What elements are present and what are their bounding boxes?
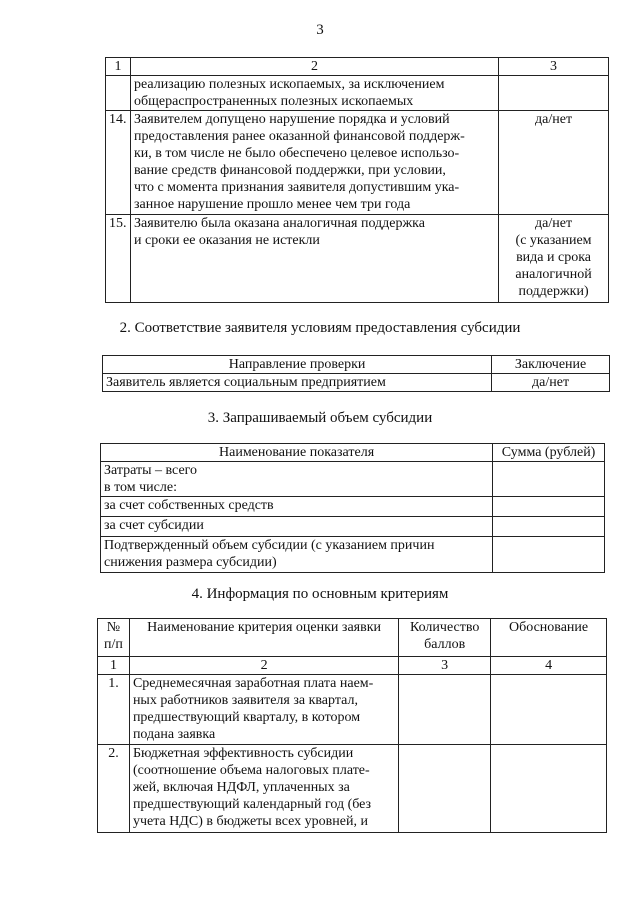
justification-cell xyxy=(491,675,607,745)
table-row xyxy=(106,76,609,111)
amount-cell xyxy=(493,537,605,573)
row-value: да/нет xyxy=(492,374,610,392)
table-row xyxy=(103,374,610,392)
row-number: 2. xyxy=(98,745,130,833)
applicant-compliance-table xyxy=(102,355,610,392)
table-row xyxy=(98,675,607,745)
section-3-title: 3. Запрашиваемый объем субсидии xyxy=(207,410,433,426)
col-header: 1 xyxy=(106,58,131,76)
justification-cell xyxy=(491,745,607,833)
amount-cell xyxy=(493,517,605,537)
score-cell xyxy=(399,675,491,745)
row-text: Заявитель является социальным предприятием xyxy=(103,374,492,392)
col-header: Количество баллов xyxy=(409,620,480,652)
row-text: за счет собственных средств xyxy=(104,498,274,513)
row-number: 14. xyxy=(106,111,131,215)
table-header-row xyxy=(98,619,607,657)
row-text: Бюджетная эффективность субсидии (соотношение объема налоговых плате- жей, включая НДФЛ, уплаченных за предшествующий календарный год (без учета НДС) в бюджеты всех уровней, и xyxy=(132,746,372,829)
page-number: 3 xyxy=(316,22,324,38)
col-header: 3 xyxy=(499,58,609,76)
table-row xyxy=(98,745,607,833)
row-text: Заявителем допущено нарушение порядка и условий предоставления ранее оказанной финансовой поддерж- ки, в том числе не было обеспечено целевое использо- вание средств финансовой поддержки, при условии, что с момента признания заявителя допустившим ука- занное нарушение прошло менее чем три года xyxy=(133,112,465,212)
col-header: Наименование показателя xyxy=(101,444,493,462)
criteria-table-continued xyxy=(105,57,609,303)
row-value: да/нет xyxy=(535,112,573,127)
main-criteria-table xyxy=(97,618,607,833)
row-text: за счет субсидии xyxy=(104,518,204,533)
col-header: Сумма (рублей) xyxy=(493,444,605,462)
table-row xyxy=(106,111,609,215)
col-number: 3 xyxy=(399,657,491,675)
col-number: 4 xyxy=(491,657,607,675)
column-number-row xyxy=(98,657,607,675)
section-2-title: 2. Соответствие заявителя условиям предоставления субсидии xyxy=(119,320,521,336)
row-text: реализацию полезных ископаемых, за исключением общераспространенных полезных ископаемых xyxy=(133,77,445,109)
col-header: 2 xyxy=(130,58,498,76)
table-row xyxy=(101,537,605,573)
table-row xyxy=(101,517,605,537)
table-header-row xyxy=(106,58,609,76)
section-4-title: 4. Информация по основным критериям xyxy=(191,586,449,602)
amount-cell xyxy=(493,497,605,517)
row-text: Заявителю была оказана аналогичная поддержка и сроки ее оказания не истекли xyxy=(133,216,425,248)
col-header: № п/п xyxy=(104,620,123,652)
requested-subsidy-table xyxy=(100,443,605,573)
row-number xyxy=(106,76,131,111)
col-header: Заключение xyxy=(492,356,610,374)
col-header: Направление проверки xyxy=(103,356,492,374)
table-header-row xyxy=(103,356,610,374)
row-number: 15. xyxy=(106,215,131,303)
row-text: Среднемесячная заработная плата наем- ных работников заявителя за квартал, предшествующий кварталу, в котором подана заявка xyxy=(132,676,374,742)
table-row xyxy=(101,497,605,517)
col-header: Наименование критерия оценки заявки xyxy=(147,620,381,635)
row-text: Затраты – всего в том числе: xyxy=(104,463,198,495)
col-header: Обоснование xyxy=(508,620,589,635)
col-number: 2 xyxy=(129,657,398,675)
row-number: 1. xyxy=(98,675,130,745)
table-row xyxy=(101,462,605,497)
table-row xyxy=(106,215,609,303)
row-value: да/нет (с указанием вида и срока аналогичной поддержки) xyxy=(515,216,592,299)
score-cell xyxy=(399,745,491,833)
row-text: Подтвержденный объем субсидии (с указанием причин снижения размера субсидии) xyxy=(104,538,435,570)
amount-cell xyxy=(493,462,605,497)
table-header-row xyxy=(101,444,605,462)
col-number: 1 xyxy=(98,657,130,675)
